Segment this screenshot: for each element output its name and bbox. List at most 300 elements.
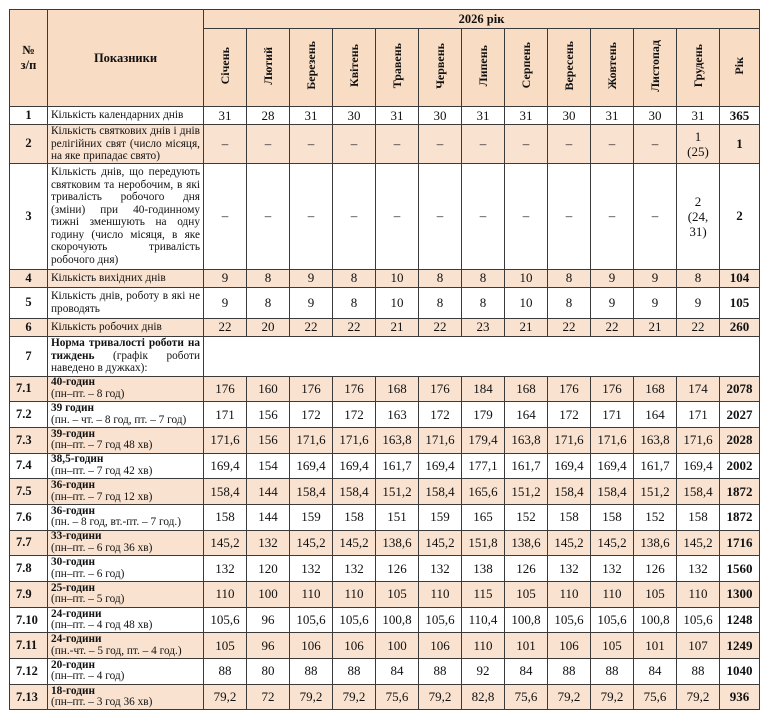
month-value: 75,6 — [376, 684, 419, 710]
month-value: 158 — [548, 504, 591, 530]
month-value: 9 — [204, 269, 247, 287]
month-value: 110 — [462, 633, 505, 659]
month-value: – — [419, 163, 462, 269]
norm-row-title: 36-годин — [51, 479, 95, 492]
year-header: 2026 рік — [204, 10, 760, 29]
norm-row-title: 25-годин — [51, 581, 95, 594]
month-value: 31 — [591, 107, 634, 125]
year-total-header — [720, 29, 760, 107]
month-value: 158 — [204, 504, 247, 530]
month-value: 10 — [376, 269, 419, 287]
row-number: 1 — [10, 107, 48, 125]
month-value: 171,6 — [677, 427, 720, 453]
month-value: 105 — [591, 633, 634, 659]
month-label: Травень — [389, 42, 404, 89]
year-total-label: Рік — [732, 56, 747, 75]
month-value: 9 — [591, 269, 634, 287]
row-label: Кількість святкових днів і днів релігійних свят (число місяця, на яке припадає свято) — [48, 125, 204, 164]
month-value: 158,4 — [333, 479, 376, 505]
norm-row-label — [48, 479, 204, 505]
month-label: Лютий — [260, 46, 275, 85]
month-value: 172 — [419, 402, 462, 428]
month-value: 105,6 — [419, 607, 462, 633]
month-value: 151,2 — [634, 479, 677, 505]
month-value: 79,2 — [419, 684, 462, 710]
month-value: 171,6 — [419, 427, 462, 453]
row-number: 7.3 — [10, 427, 48, 453]
norm-row — [10, 659, 760, 685]
norm-row-schedule: (пн–пт. – 3 год 36 хв) — [51, 696, 153, 709]
month-value: 31 — [505, 107, 548, 125]
year-total-value: 1248 — [720, 607, 760, 633]
column-header-number: № з/п — [10, 10, 48, 107]
month-value: 79,2 — [333, 684, 376, 710]
row-number: 7.5 — [10, 479, 48, 505]
month-value: 145,2 — [204, 530, 247, 556]
month-value: 126 — [376, 556, 419, 582]
month-value: 28 — [247, 107, 290, 125]
norm-row — [10, 607, 760, 633]
norm-row-label — [48, 633, 204, 659]
month-value: 110 — [204, 582, 247, 608]
month-value: – — [290, 163, 333, 269]
month-value: 138 — [462, 556, 505, 582]
month-label: Березень — [303, 41, 318, 90]
month-value: 172 — [548, 402, 591, 428]
month-value: 151,8 — [462, 530, 505, 556]
year-total-value: 1040 — [720, 659, 760, 685]
month-value: 158 — [591, 504, 634, 530]
row-number: 7.7 — [10, 530, 48, 556]
month-value: 169,4 — [204, 453, 247, 479]
month-value: 110 — [548, 582, 591, 608]
month-value: 152 — [505, 504, 548, 530]
month-value: 176 — [333, 376, 376, 402]
month-value: 8 — [419, 269, 462, 287]
month-value: 110 — [677, 582, 720, 608]
month-label: Листопад — [647, 39, 662, 92]
month-header — [376, 29, 419, 107]
month-value: 79,2 — [677, 684, 720, 710]
month-header — [462, 29, 505, 107]
norm-row — [10, 530, 760, 556]
norm-section-label — [48, 336, 204, 376]
norm-row-title: 18-годин — [51, 684, 95, 697]
month-value: 9 — [634, 269, 677, 287]
row-number: 7.9 — [10, 582, 48, 608]
month-value: – — [591, 163, 634, 269]
year-total-value: 2 — [720, 163, 760, 269]
month-value: 22 — [591, 318, 634, 336]
month-value: 31 — [204, 107, 247, 125]
month-value: 171,6 — [290, 427, 333, 453]
month-value: 171 — [677, 402, 720, 428]
month-value: 88 — [290, 659, 333, 685]
month-value: 105 — [376, 582, 419, 608]
year-total-value: 2028 — [720, 427, 760, 453]
month-value: 22 — [677, 318, 720, 336]
month-value: 8 — [247, 269, 290, 287]
month-value: – — [462, 125, 505, 164]
month-value: 151,2 — [376, 479, 419, 505]
norm-row-schedule: (пн–пт. – 6 год 36 хв) — [51, 541, 153, 554]
row-label: Кількість вихідних днів — [48, 269, 204, 287]
month-value: 171,6 — [204, 427, 247, 453]
row-number: 7.10 — [10, 607, 48, 633]
month-value: 2 (24, 31) — [677, 163, 720, 269]
month-value: 21 — [376, 318, 419, 336]
month-value: 72 — [247, 684, 290, 710]
month-value: 169,4 — [548, 453, 591, 479]
row-number: 7.2 — [10, 402, 48, 428]
month-value: 8 — [548, 287, 591, 318]
month-value: – — [419, 125, 462, 164]
norm-row-title: 40-годин — [51, 376, 95, 389]
month-value: 169,4 — [333, 453, 376, 479]
year-total-value: 1560 — [720, 556, 760, 582]
month-value: 9 — [290, 269, 333, 287]
month-value: – — [290, 125, 333, 164]
year-total-value: 1716 — [720, 530, 760, 556]
year-total-value: 1300 — [720, 582, 760, 608]
month-value: 177,1 — [462, 453, 505, 479]
month-value: 110 — [290, 582, 333, 608]
month-value: 100 — [247, 582, 290, 608]
year-total-value: 2078 — [720, 376, 760, 402]
row-number: 7.1 — [10, 376, 48, 402]
norm-row-title: 39 годин — [51, 402, 95, 415]
month-value: 100,8 — [376, 607, 419, 633]
empty-cell — [204, 336, 760, 376]
month-value: 171,6 — [548, 427, 591, 453]
month-value: – — [247, 125, 290, 164]
year-total-value: 1249 — [720, 633, 760, 659]
month-header — [247, 29, 290, 107]
month-value: – — [548, 125, 591, 164]
month-value: 88 — [333, 659, 376, 685]
month-value: 31 — [376, 107, 419, 125]
year-total-value: 1872 — [720, 479, 760, 505]
norm-row — [10, 556, 760, 582]
month-header — [419, 29, 462, 107]
month-value: 179,4 — [462, 427, 505, 453]
table-row — [10, 318, 760, 336]
norm-row-label — [48, 402, 204, 428]
month-value: 9 — [290, 287, 333, 318]
month-value: 171,6 — [591, 427, 634, 453]
month-value: 159 — [419, 504, 462, 530]
norm-row-label — [48, 530, 204, 556]
month-value: 171 — [204, 402, 247, 428]
norm-row-title: 30-годин — [51, 556, 95, 569]
month-value: 84 — [505, 659, 548, 685]
month-value: 168 — [376, 376, 419, 402]
month-label: Січень — [217, 46, 232, 85]
month-value: – — [634, 125, 677, 164]
month-value: 126 — [634, 556, 677, 582]
month-value: 23 — [462, 318, 505, 336]
month-value: – — [204, 125, 247, 164]
row-number: 6 — [10, 318, 48, 336]
month-value: 110 — [333, 582, 376, 608]
month-value: 145,2 — [333, 530, 376, 556]
norm-row — [10, 684, 760, 710]
month-value: 132 — [548, 556, 591, 582]
month-value: – — [591, 125, 634, 164]
month-value: 96 — [247, 633, 290, 659]
month-value: 176 — [419, 376, 462, 402]
month-value: 156 — [247, 402, 290, 428]
month-value: 120 — [247, 556, 290, 582]
month-value: 132 — [247, 530, 290, 556]
month-value: 106 — [290, 633, 333, 659]
month-value: 106 — [548, 633, 591, 659]
month-value: 171,6 — [333, 427, 376, 453]
month-value: – — [634, 163, 677, 269]
month-value: 161,7 — [505, 453, 548, 479]
month-value: 10 — [376, 287, 419, 318]
month-value: 158,4 — [677, 479, 720, 505]
month-value: 79,2 — [290, 684, 333, 710]
month-value: 145,2 — [677, 530, 720, 556]
month-value: 158,4 — [591, 479, 634, 505]
month-value: 176 — [548, 376, 591, 402]
month-value: 164 — [505, 402, 548, 428]
month-value: 84 — [376, 659, 419, 685]
row-number: 7.4 — [10, 453, 48, 479]
month-value: 164 — [634, 402, 677, 428]
row-number: 7.11 — [10, 633, 48, 659]
month-value: 92 — [462, 659, 505, 685]
month-value: 105,6 — [290, 607, 333, 633]
month-value: 132 — [591, 556, 634, 582]
row-number: 3 — [10, 163, 48, 269]
month-value: 10 — [505, 269, 548, 287]
row-number: 7.6 — [10, 504, 48, 530]
month-header — [548, 29, 591, 107]
month-value: 30 — [634, 107, 677, 125]
month-value: 132 — [204, 556, 247, 582]
month-value: 30 — [419, 107, 462, 125]
norm-row-schedule: (пн–пт. – 7 год 48 хв) — [51, 439, 153, 452]
norm-row-schedule: (пн–пт. – 4 год) — [51, 670, 125, 683]
month-value: 22 — [333, 318, 376, 336]
month-value: 145,2 — [290, 530, 333, 556]
month-value: 110 — [419, 582, 462, 608]
year-total-value: 105 — [720, 287, 760, 318]
month-value: 105,6 — [204, 607, 247, 633]
norm-row — [10, 504, 760, 530]
row-label: Кількість днів, що передують святковим та неробочим, в які тривалість робочого дня (зміни) при 40-годинному тижні зменшують на одну годину (число місяця, в яке скорочують тривалість робочого дня) — [48, 163, 204, 269]
table-row — [10, 269, 760, 287]
month-value: 168 — [634, 376, 677, 402]
year-total-value: 365 — [720, 107, 760, 125]
month-value: 174 — [677, 376, 720, 402]
norm-row — [10, 479, 760, 505]
month-value: 101 — [505, 633, 548, 659]
month-value: – — [333, 125, 376, 164]
month-value: 158 — [677, 504, 720, 530]
month-value: 179 — [462, 402, 505, 428]
row-label: Кількість робочих днів — [48, 318, 204, 336]
year-total-value: 1 — [720, 125, 760, 164]
month-header — [333, 29, 376, 107]
month-value: 30 — [548, 107, 591, 125]
month-value: 8 — [462, 287, 505, 318]
month-header — [677, 29, 720, 107]
month-value: 96 — [247, 607, 290, 633]
month-value: 171 — [591, 402, 634, 428]
month-value: 172 — [333, 402, 376, 428]
norm-row-label — [48, 684, 204, 710]
norm-row-schedule: (пн–пт. – 7 год 42 хв) — [51, 464, 153, 477]
month-value: 105,6 — [333, 607, 376, 633]
norm-row-title: 33-години — [51, 530, 102, 543]
month-value: 106 — [419, 633, 462, 659]
month-value: 31 — [462, 107, 505, 125]
month-value: 100,8 — [634, 607, 677, 633]
norm-row-label — [48, 556, 204, 582]
row-number: 2 — [10, 125, 48, 164]
month-value: – — [505, 125, 548, 164]
month-value: 138,6 — [505, 530, 548, 556]
month-value: 75,6 — [634, 684, 677, 710]
table-row — [10, 287, 760, 318]
month-value: 158 — [333, 504, 376, 530]
month-label: Липень — [475, 44, 490, 87]
month-value: – — [376, 125, 419, 164]
row-number: 7.13 — [10, 684, 48, 710]
norm-row-schedule: (пн–пт. – 5 год) — [51, 593, 125, 606]
month-value: 31 — [677, 107, 720, 125]
year-total-value: 260 — [720, 318, 760, 336]
month-value: 105 — [505, 582, 548, 608]
month-value: 106 — [333, 633, 376, 659]
norm-section-title: Норма тривалості роботи на тиждень — [51, 337, 200, 362]
norm-row — [10, 402, 760, 428]
month-header — [290, 29, 333, 107]
month-value: 138,6 — [634, 530, 677, 556]
month-value: 8 — [333, 287, 376, 318]
month-value: 132 — [290, 556, 333, 582]
row-number: 7 — [10, 336, 48, 376]
month-value: 110,4 — [462, 607, 505, 633]
month-value: – — [376, 163, 419, 269]
month-value: 9 — [677, 287, 720, 318]
month-value: 169,4 — [290, 453, 333, 479]
month-value: 161,7 — [634, 453, 677, 479]
row-number: 7.8 — [10, 556, 48, 582]
month-value: 165 — [462, 504, 505, 530]
month-value: 9 — [634, 287, 677, 318]
month-value: – — [505, 163, 548, 269]
month-value: 88 — [419, 659, 462, 685]
month-value: 88 — [548, 659, 591, 685]
month-value: 79,2 — [591, 684, 634, 710]
month-value: 110 — [591, 582, 634, 608]
month-header — [591, 29, 634, 107]
month-value: 20 — [247, 318, 290, 336]
norm-row-label — [48, 659, 204, 685]
month-value: 172 — [290, 402, 333, 428]
month-header — [204, 29, 247, 107]
month-value: 132 — [333, 556, 376, 582]
month-value: 107 — [677, 633, 720, 659]
month-value: 159 — [290, 504, 333, 530]
norm-row — [10, 427, 760, 453]
row-number: 5 — [10, 287, 48, 318]
norm-row-schedule: (пн. – 8 год, вт.-пт. – 7 год.) — [51, 516, 181, 529]
year-total-value: 2027 — [720, 402, 760, 428]
month-value: 8 — [247, 287, 290, 318]
month-value: 145,2 — [548, 530, 591, 556]
month-value: 8 — [462, 269, 505, 287]
norm-row-schedule: (пн–пт. – 6 год) — [51, 567, 125, 580]
norm-row-label — [48, 427, 204, 453]
month-value: 160 — [247, 376, 290, 402]
column-header-indicator: Показники — [48, 10, 204, 107]
month-value: 132 — [419, 556, 462, 582]
norm-row-title: 38,5-годин — [51, 453, 104, 466]
month-value: 82,8 — [462, 684, 505, 710]
month-value: 145,2 — [419, 530, 462, 556]
month-value: 21 — [634, 318, 677, 336]
month-value: – — [548, 163, 591, 269]
month-value: 168 — [505, 376, 548, 402]
month-value: 80 — [247, 659, 290, 685]
row-number: 7.12 — [10, 659, 48, 685]
work-time-norms-table-container — [9, 9, 760, 710]
year-total-value: 1872 — [720, 504, 760, 530]
norm-row — [10, 582, 760, 608]
year-total-value: 2002 — [720, 453, 760, 479]
month-label: Квітень — [346, 44, 361, 87]
month-label: Грудень — [690, 43, 705, 88]
month-header — [634, 29, 677, 107]
month-value: 126 — [505, 556, 548, 582]
norm-row-title: 39-годин — [51, 427, 95, 440]
month-value: 165,6 — [462, 479, 505, 505]
month-value: 158,4 — [290, 479, 333, 505]
norm-row-label — [48, 504, 204, 530]
norm-row-title: 20-годин — [51, 658, 95, 671]
month-value: 151 — [376, 504, 419, 530]
norm-row-schedule: (пн–пт. – 7 год 12 хв) — [51, 490, 153, 503]
year-total-value: 936 — [720, 684, 760, 710]
month-value: 8 — [333, 269, 376, 287]
month-value: 163,8 — [634, 427, 677, 453]
norm-row-label — [48, 453, 204, 479]
norm-row — [10, 633, 760, 659]
norm-row-schedule: (пн–пт. – 4 год 48 хв) — [51, 619, 153, 632]
month-value: 22 — [548, 318, 591, 336]
month-value: 158,4 — [204, 479, 247, 505]
norm-section-row — [10, 336, 760, 376]
month-value: 115 — [462, 582, 505, 608]
month-value: 163,8 — [505, 427, 548, 453]
month-value: 88 — [677, 659, 720, 685]
month-value: 158,4 — [548, 479, 591, 505]
month-value: 30 — [333, 107, 376, 125]
norm-row-label — [48, 607, 204, 633]
month-value: 138,6 — [376, 530, 419, 556]
table-row — [10, 163, 760, 269]
norm-row-label — [48, 376, 204, 402]
month-value: 100,8 — [505, 607, 548, 633]
month-value: 79,2 — [204, 684, 247, 710]
month-label: Червень — [432, 42, 447, 89]
month-value: 132 — [677, 556, 720, 582]
